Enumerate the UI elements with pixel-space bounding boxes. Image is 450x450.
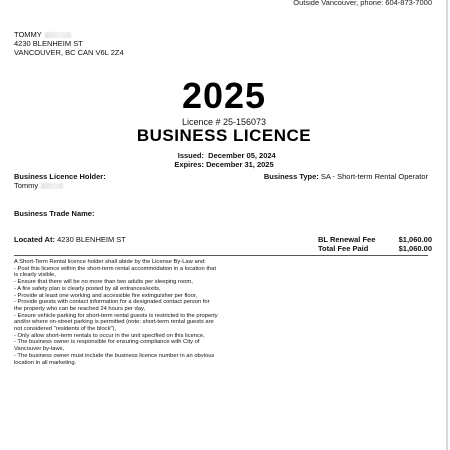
fee-summary: [318, 235, 432, 253]
address-name: TOMMY: [14, 30, 42, 39]
issued-label: Issued:: [177, 151, 204, 160]
business-type-label: Business Type:: [263, 172, 319, 181]
business-type: [264, 172, 428, 181]
location-label: Located At:: [14, 235, 55, 244]
licence-conditions: [14, 259, 234, 366]
location-value: 4230 BLENHEIM ST: [57, 235, 126, 244]
condition-line: - Ensure vehicle parking for short-term rental guests is restricted to the property: [14, 312, 218, 319]
condition-line: - Ensure that there will be no more than two adults per sleeping room,: [14, 279, 193, 286]
business-type-value: SA - Short-term Rental Operator: [320, 172, 428, 181]
condition-line: - Provide guests with contact information for a designated contact person for: [14, 299, 210, 306]
condition-line: - Only allow short-term rentals to occur in the unit specified on this licence,: [14, 332, 205, 339]
address-name-line: [14, 30, 124, 39]
section-divider: [14, 255, 428, 256]
trade-name-label: Business Trade Name:: [14, 209, 95, 218]
licence-number: Licence # 25-156073: [181, 117, 267, 127]
expires-date: December 31, 2025: [206, 160, 274, 169]
condition-line: and/or where on-street parking is permitted (note: short-term rental guests are: [14, 319, 214, 326]
renewal-fee-row: [318, 235, 432, 244]
condition-line: A Short-Term Rental licence holder shall abide by the License By-Law and:: [14, 259, 206, 265]
condition-line: location in all marketing.: [14, 359, 77, 366]
licence-title: BUSINESS LICENCE: [136, 126, 312, 145]
holder-label: Business Licence Holder:: [14, 172, 106, 181]
total-fee-value: $1,060.00: [398, 244, 432, 253]
condition-line: Vancouver by-laws,: [14, 346, 65, 353]
licence-year: 2025: [181, 75, 267, 116]
redacted-holder-surname: [41, 183, 63, 189]
holder-name-line: [14, 181, 63, 190]
redacted-surname: [45, 32, 71, 38]
condition-line: - A fire safety plan is clearly posted by all entrances/exits,: [14, 285, 161, 292]
condition-line: - Provide at least one working and accessible fire extinguisher per floor,: [14, 292, 198, 299]
renewal-fee-value: $1,060.00: [398, 235, 432, 244]
address-street: 4230 BLENHEIM ST: [14, 39, 83, 48]
total-fee-row: [318, 244, 432, 253]
condition-line: - Post this licence within the short-term rental accommodation in a location that: [14, 265, 217, 272]
condition-line: the property who can be reached 24 hours per day,: [14, 305, 146, 312]
location: [14, 235, 126, 244]
mailing-address: [14, 30, 124, 57]
holder-name: Tommy: [14, 181, 39, 190]
total-fee-label: Total Fee Paid: [318, 244, 369, 253]
address-city: VANCOUVER, BC CAN V6L 2Z4: [14, 48, 124, 57]
condition-line: - The business owner is responsible for ensuring compliance with City of: [14, 339, 200, 346]
condition-line: not considered "residents of the block"),: [14, 326, 117, 333]
issued-row: [174, 151, 276, 160]
renewal-fee-label: BL Renewal Fee: [318, 235, 376, 244]
expires-label: Expires:: [174, 160, 204, 169]
licence-dates: [174, 151, 276, 169]
expires-row: [174, 160, 276, 169]
contact-phone-line: Outside Vancouver, phone: 604-873-7000: [293, 0, 432, 7]
condition-line: - The business owner must include the business licence number in an obvious: [14, 352, 215, 359]
issued-date: December 05, 2024: [208, 151, 276, 160]
condition-line: is clearly visible,: [14, 272, 56, 279]
